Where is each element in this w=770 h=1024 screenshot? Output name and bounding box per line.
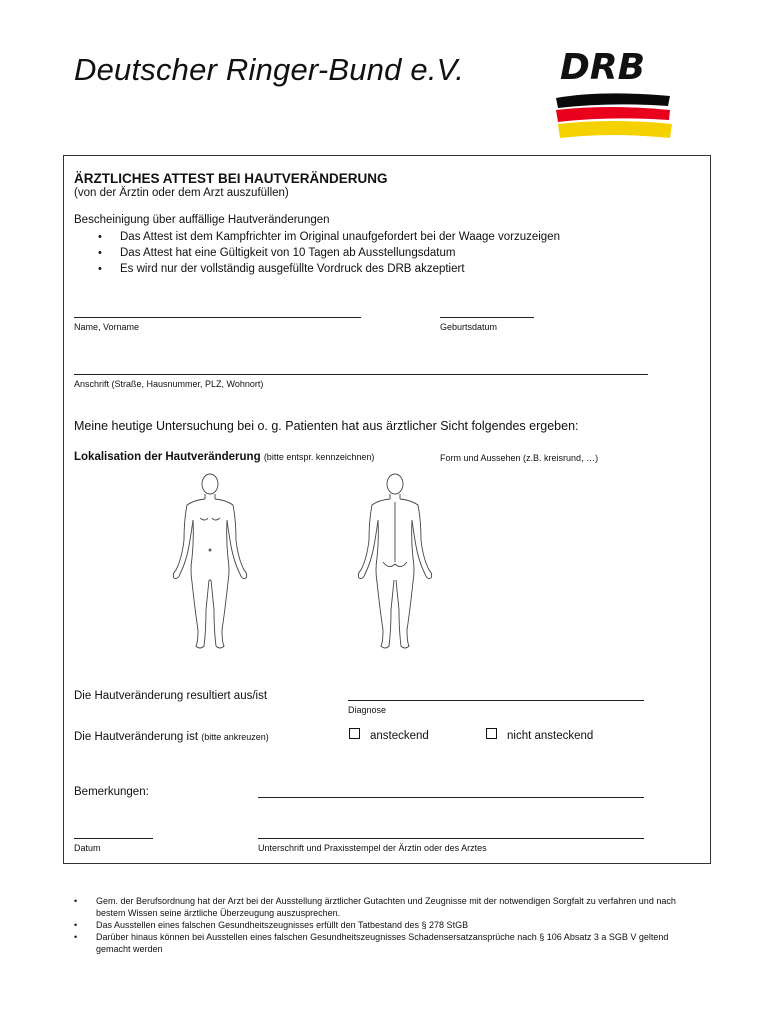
drb-logo — [552, 46, 676, 144]
contagious-label: ansteckend — [370, 730, 429, 742]
legal-footnotes — [74, 895, 694, 955]
contagion-question — [74, 731, 269, 743]
list-item: • Das Attest hat eine Gültigkeit von 10 Tagen ab Ausstellungsdatum — [98, 245, 698, 261]
diagnosis-label: Diagnose — [348, 705, 387, 715]
localisation-label: Lokalisation der Hautveränderung — [74, 451, 261, 463]
remarks-label: Bemerkungen: — [74, 786, 149, 798]
contagious-checkbox[interactable] — [349, 728, 360, 739]
intro-text: Bescheinigung über auffällige Hautveränderungen — [74, 214, 330, 226]
organization-name: Deutscher Ringer-Bund e.V. — [74, 52, 465, 87]
flag-stripe-gold — [558, 121, 672, 138]
list-item: • Das Ausstellen eines falschen Gesundheitszeugnisses erfüllt den Tatbestand des § 278 StGB — [74, 919, 694, 931]
not-contagious-checkbox[interactable] — [486, 728, 497, 739]
requirements-list — [98, 229, 698, 277]
form-title: ÄRZTLICHES ATTEST BEI HAUTVERÄNDERUNG — [74, 171, 388, 186]
contagion-label: Die Hautveränderung ist — [74, 731, 199, 743]
form-subtitle: (von der Ärztin oder dem Arzt auszufüllen) — [74, 187, 289, 199]
list-item: • Es wird nur der vollständig ausgefüllte Vordruck des DRB akzeptiert — [98, 261, 698, 277]
localisation-hint: (bitte entspr. kennzeichnen) — [263, 452, 375, 462]
list-item: • Das Attest ist dem Kampfrichter im Original unaufgefordert bei der Waage vorzuzeigen — [98, 229, 698, 245]
name-field[interactable] — [74, 317, 361, 318]
not-contagious-label: nicht ansteckend — [507, 730, 594, 742]
birthdate-field[interactable] — [440, 317, 534, 318]
birthdate-label: Geburtsdatum — [440, 322, 498, 332]
flag-stripe-red — [556, 107, 670, 122]
option-contagious[interactable] — [349, 730, 429, 742]
body-front-figure[interactable] — [160, 470, 260, 660]
body-back-figure[interactable] — [345, 470, 445, 660]
address-label: Anschrift (Straße, Hausnummer, PLZ, Wohnort) — [74, 379, 264, 389]
signature-field[interactable] — [258, 838, 644, 839]
list-item: • Darüber hinaus können bei Ausstellen eines falschen Gesundheitszeugnisses Schadensersatzansprüche nach § 106 Absatz 3 a SGB V geltend gemacht werden — [74, 931, 694, 955]
flag-stripe-black — [556, 93, 670, 108]
remarks-field[interactable] — [258, 797, 644, 798]
date-field[interactable] — [74, 838, 153, 839]
localisation-heading — [74, 451, 374, 463]
exam-statement: Meine heutige Untersuchung bei o. g. Patienten hat aus ärztlicher Sicht folgendes ergeben: — [74, 419, 579, 433]
logo-text: DRB — [560, 47, 646, 88]
form-appearance-label: Form und Aussehen (z.B. kreisrund, …) — [440, 453, 599, 463]
diagnosis-field[interactable] — [348, 700, 644, 701]
list-item: • Gem. der Berufsordnung hat der Arzt bei der Ausstellung ärztlicher Gutachten und Zeugnisse mit der notwendigen Sorgfalt zu verfahren und nach bestem Wissen seine ärztliche Überzeugung auszusprechen. — [74, 895, 694, 919]
result-label: Die Hautveränderung resultiert aus/ist — [74, 690, 268, 702]
option-not-contagious[interactable] — [486, 730, 593, 742]
contagion-hint: (bitte ankreuzen) — [201, 732, 269, 742]
signature-label: Unterschrift und Praxisstempel der Ärztin oder des Arztes — [258, 843, 487, 853]
address-field[interactable] — [74, 374, 648, 375]
date-label: Datum — [74, 843, 101, 853]
name-label: Name, Vorname — [74, 322, 140, 332]
